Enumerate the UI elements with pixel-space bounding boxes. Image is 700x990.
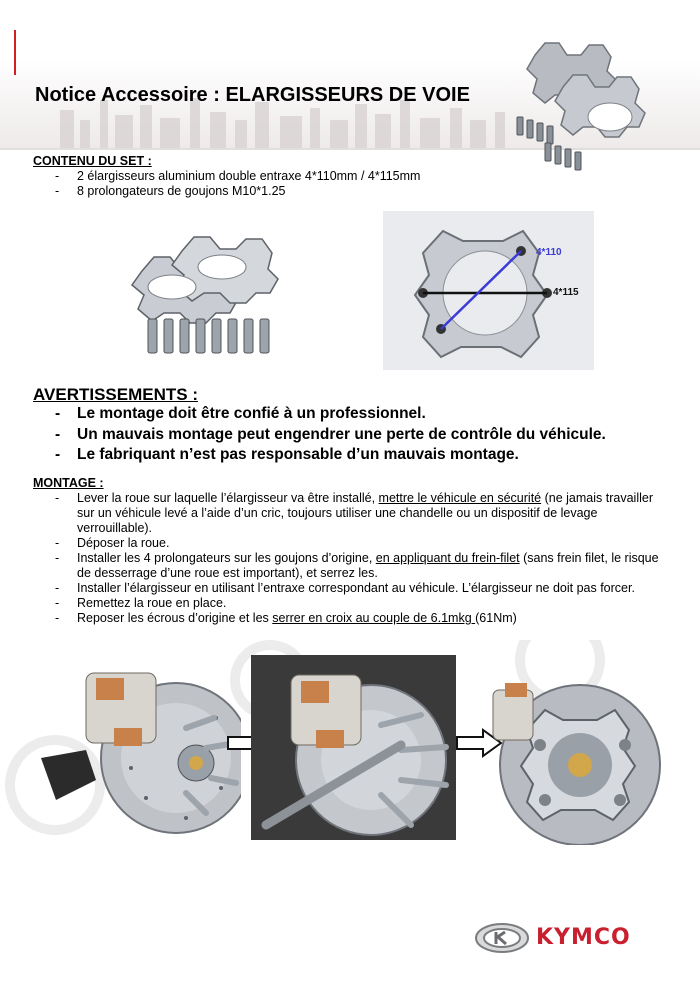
header-product-photo bbox=[505, 25, 665, 175]
list-item: - Lever la roue sur laquelle l’élargisseur va être installé, mettre le véhicule en sécurité (ne jamais travailler sur un véhicule levé a l’aide d’un cric, toujours utiliser une chandelle ou un dispositif de levage verrouillable). bbox=[55, 491, 660, 536]
entraxe-110-label: 4*110 bbox=[536, 247, 562, 258]
list-item: - Remettez la roue en place. bbox=[55, 596, 660, 611]
contenu-list bbox=[55, 169, 475, 199]
underlined-text: serrer en croix au couple de 6.1mkg bbox=[272, 611, 476, 625]
avertissements-list bbox=[55, 404, 675, 466]
contenu-heading: CONTENU DU SET : bbox=[33, 154, 152, 168]
list-item: - Le montage doit être confié à un professionnel. bbox=[55, 404, 675, 425]
list-item: - Installer les 4 prolongateurs sur les goujons d’origine, en appliquant du frein-filet (sans frein filet, le risque de desserrage d’une roue est important), et serrez les. bbox=[55, 551, 660, 581]
page-title: Notice Accessoire : ELARGISSEURS DE VOIE bbox=[35, 84, 470, 106]
spacers-studs-photo bbox=[112, 211, 312, 370]
list-item: - 2 élargisseurs aluminium double entraxe 4*110mm / 4*115mm bbox=[55, 169, 475, 184]
step-photo-2 bbox=[251, 655, 456, 840]
list-item: - Déposer la roue. bbox=[55, 536, 660, 551]
underlined-text: en appliquant du frein-filet bbox=[375, 551, 520, 565]
list-item: - Reposer les écrous d’origine et les serrer en croix au couple de 6.1mkg (61Nm) bbox=[55, 611, 660, 626]
entraxe-diagram-photo bbox=[383, 211, 594, 370]
montage-list bbox=[55, 491, 660, 626]
kymco-logo-icon bbox=[474, 922, 530, 954]
list-item: - Un mauvais montage peut engendrer une perte de contrôle du véhicule. bbox=[55, 425, 675, 446]
underlined-text: mettre le véhicule en sécurité bbox=[378, 491, 542, 505]
header-accent-bar bbox=[14, 30, 16, 75]
step-photo-1 bbox=[36, 648, 241, 838]
list-item: - Le fabriquant n’est pas responsable d’un mauvais montage. bbox=[55, 445, 675, 466]
step-photo-3 bbox=[485, 675, 665, 845]
brand-logo-text: KYMCO bbox=[536, 925, 631, 950]
list-item: - Installer l’élargisseur en utilisant l’entraxe correspondant au véhicule. L’élargisseur ne doit pas forcer. bbox=[55, 581, 660, 596]
list-item: - 8 prolongateurs de goujons M10*1.25 bbox=[55, 184, 475, 199]
montage-heading: MONTAGE : bbox=[33, 476, 104, 490]
avertissements-heading: AVERTISSEMENTS : bbox=[33, 385, 198, 404]
entraxe-115-label: 4*115 bbox=[553, 287, 579, 298]
